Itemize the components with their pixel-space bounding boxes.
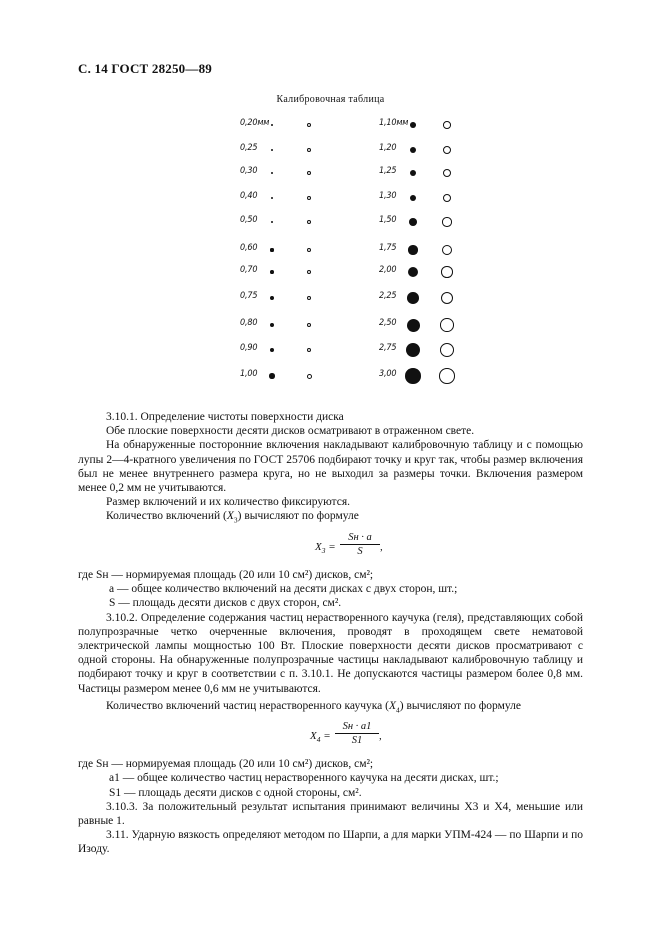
calibration-dot <box>270 296 274 300</box>
paragraph: Количество включений частиц нерастворенного каучука $(X_4)$ вычисляют по формуле <box>106 699 521 715</box>
calibration-ring <box>441 266 452 277</box>
calibration-ring <box>443 169 451 177</box>
calibration-ring <box>307 323 311 327</box>
calibration-ring <box>443 121 451 129</box>
calibration-ring <box>307 220 311 224</box>
calibration-label-right-5: 1,75 <box>379 243 397 253</box>
calibration-label-right-0: 1,10мм <box>379 118 409 128</box>
calibration-ring <box>442 217 451 226</box>
where-item: a1 — общее количество частиц нерастворенного каучука на десяти дисках, шт.; <box>109 772 499 785</box>
calibration-ring <box>443 146 451 154</box>
calibration-dot <box>410 147 416 153</box>
calibration-dot <box>409 218 417 226</box>
calibration-ring <box>440 318 454 332</box>
calibration-label-right-8: 2,50 <box>379 318 397 328</box>
formula-x3: $X_3$ = Sн · a S , <box>315 531 383 557</box>
calibration-ring <box>441 292 453 304</box>
calibration-ring <box>439 368 455 384</box>
page-header: С. 14 ГОСТ 28250—89 <box>78 61 212 76</box>
calibration-label-right-1: 1,20 <box>379 143 397 153</box>
calibration-dot <box>271 124 274 127</box>
calibration-ring <box>307 123 311 127</box>
calibration-ring <box>307 348 312 353</box>
paragraph: Размер включений и их количество фиксируются. <box>106 496 350 509</box>
calibration-label-left-4: 0,50 <box>240 215 258 225</box>
calibration-label-left-3: 0,40 <box>240 191 258 201</box>
calibration-label-left-10: 1,00 <box>240 369 258 379</box>
section-3-10-2: 3.10.2. Определение содержания частиц нерастворенного каучука (геля), представляющих собой полупрозрачные четко очерченные включения, проводят в проходящем свете нематовой электрической лампы мощностью 100 Вт. Плоские поверхности десяти дисков просматривают с одной стороны. На обнаруженные полупрозрачные частицы накладывают калибровочную таблицу и подбирают точку и круг в соответствии с п. 3.10.1. Не допускаются частицы размером более 0,8 мм. Частицы размером менее 0,6 мм не учитываются. <box>78 611 583 695</box>
calibration-ring <box>307 374 312 379</box>
section-3-10-1-title: 3.10.1. Определение чистоты поверхности диска <box>106 411 344 423</box>
calibration-dot <box>271 221 274 224</box>
formula-x4: $X_4$ = Sн · a1 S1 , <box>310 721 382 747</box>
calibration-ring <box>307 196 311 200</box>
calibration-dot <box>269 373 274 378</box>
calibration-ring <box>307 171 311 175</box>
calibration-dot <box>405 368 421 384</box>
calibration-dot <box>270 323 274 327</box>
calibration-label-right-7: 2,25 <box>379 291 397 301</box>
where-item: S — площадь десяти дисков с двух сторон, см². <box>109 597 342 610</box>
paragraph: Количество включений $(X_3)$ вычисляют по формуле <box>106 510 359 525</box>
calibration-table <box>0 0 661 400</box>
calibration-dot <box>406 343 420 357</box>
where-item: где Sн — нормируемая площадь (20 или 10 см²) дисков, см²; <box>78 758 374 771</box>
calibration-ring <box>440 343 455 358</box>
calibration-dot <box>410 122 416 128</box>
calibration-label-right-3: 1,30 <box>379 191 397 201</box>
calibration-dot <box>408 245 417 254</box>
calibration-ring <box>307 248 311 252</box>
calibration-dot <box>270 248 273 251</box>
calibration-dot <box>271 149 274 152</box>
calibration-dot <box>271 197 274 200</box>
calibration-ring <box>442 245 452 255</box>
paragraph: На обнаруженные посторонние включения накладывают калибровочную таблицу и с помощью лупы 2—4-кратного увеличения по ГОСТ 25706 подбирают точку и круг так, чтобы размер включения был не менее внутреннего размера круга, но не выходил за размеры точки. Включения размером менее 0,2 мм не учитываются. <box>78 439 583 495</box>
calibration-dot <box>270 270 274 274</box>
where-item: a — общее количество включений на десяти дисках с двух сторон, шт.; <box>109 583 458 596</box>
calibration-label-left-2: 0,30 <box>240 166 258 176</box>
calibration-dot <box>408 267 418 277</box>
calibration-dot <box>407 292 419 304</box>
calibration-ring <box>307 148 311 152</box>
calibration-table-title: Калибровочная таблица <box>276 94 385 105</box>
calibration-dot <box>407 319 420 332</box>
document-body <box>78 410 583 857</box>
calibration-label-left-5: 0,60 <box>240 243 258 253</box>
calibration-label-left-8: 0,80 <box>240 318 258 328</box>
calibration-label-right-9: 2,75 <box>379 343 397 353</box>
where-item: S1 — площадь десяти дисков с одной стороны, см². <box>109 786 362 799</box>
section-3-10-3: 3.10.3. За положительный результат испытания принимают величины X3 и X4, меньшие или равные 1. <box>78 800 583 828</box>
calibration-label-left-6: 0,70 <box>240 265 258 275</box>
calibration-label-right-6: 2,00 <box>379 265 397 275</box>
calibration-dot <box>271 172 274 175</box>
calibration-dot <box>270 348 275 353</box>
calibration-ring <box>443 194 451 202</box>
calibration-label-left-7: 0,75 <box>240 291 258 301</box>
calibration-label-right-2: 1,25 <box>379 166 397 176</box>
calibration-label-right-10: 3,00 <box>379 369 397 379</box>
calibration-ring <box>307 296 311 300</box>
calibration-ring <box>307 270 311 274</box>
where-item: где Sн — нормируемая площадь (20 или 10 см²) дисков, см²; <box>78 568 374 581</box>
calibration-dot <box>410 170 417 177</box>
calibration-label-left-1: 0,25 <box>240 143 258 153</box>
calibration-dot <box>410 195 417 202</box>
calibration-label-right-4: 1,50 <box>379 215 397 225</box>
paragraph: Обе плоские поверхности десяти дисков осматривают в отраженном свете. <box>106 425 475 438</box>
section-3-11: 3.11. Ударную вязкость определяют методом по Шарпи, а для марки УПМ-424 — по Шарпи и по Изоду. <box>78 829 583 856</box>
calibration-label-left-0: 0,20мм <box>240 118 270 128</box>
calibration-label-left-9: 0,90 <box>240 343 258 353</box>
